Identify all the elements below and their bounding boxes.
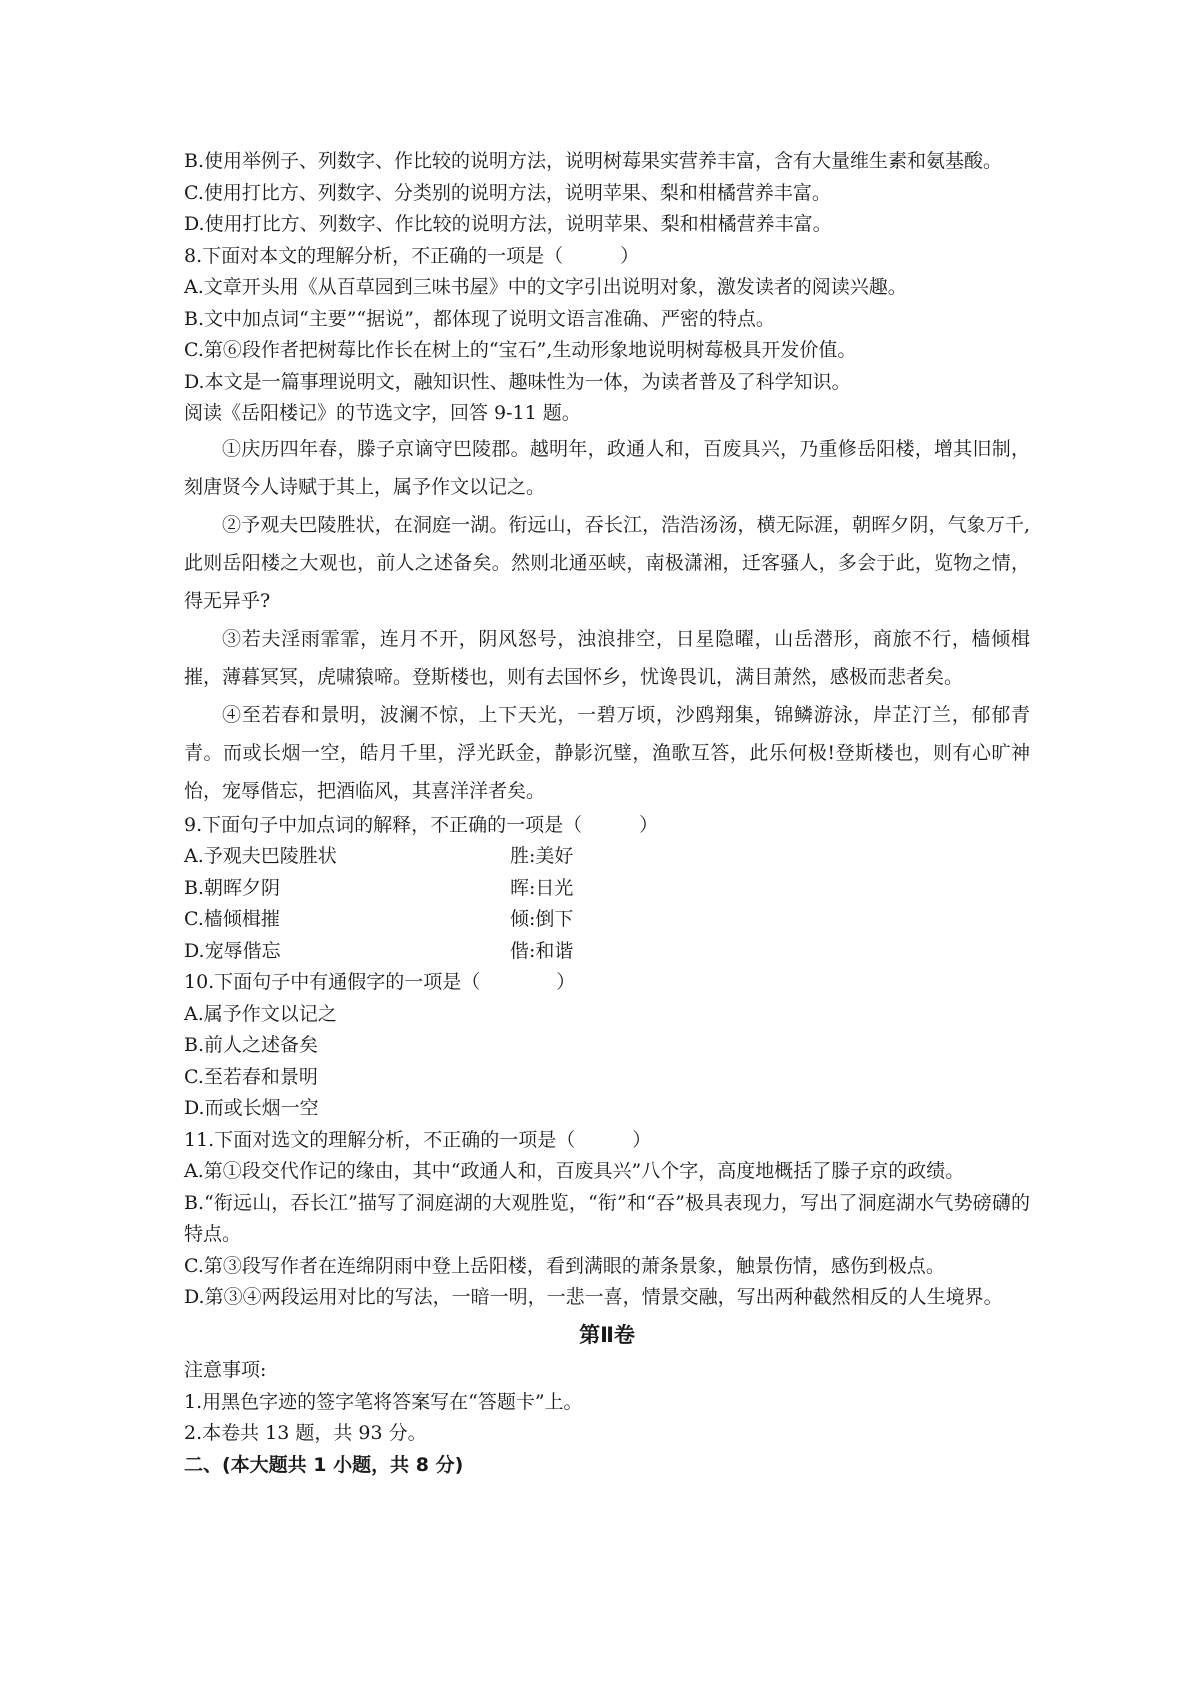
q11-option-a: A.第①段交代作记的缘由，其中“政通人和，百废具兴”八个字，高度地概括了滕子京的政绩。: [184, 1160, 965, 1182]
q10-stem: 10.下面句子中有通假字的一项是（ ）: [184, 971, 576, 993]
q9-option-b: [184, 873, 1030, 905]
passage-paragraph-4: ④至若春和景明，波澜不惊，上下天光，一碧万顷，沙鸥翔集，锦鳞游泳，岸芷汀兰，郁郁青青。而或长烟一空，皓月千里，浮光跃金，静影沉璧，渔歌互答，此乐何极!登斯楼也，则有心旷神怡，宠辱偕忘，把酒临风，其喜洋洋者矣。: [184, 703, 1030, 802]
note-item-2: 2.本卷共 13 题，共 93 分。: [184, 1422, 427, 1444]
q9-option-a: [184, 841, 1030, 873]
q11-option-b: B.“衔远山，吞长江”描写了洞庭湖的大观胜览，“衔”和“吞”极具表现力，写出了洞庭湖水气势磅礴的特点。: [184, 1191, 1030, 1245]
q10-option-d: D.而或长烟一空: [184, 1097, 319, 1119]
q8-option-d: D.本文是一篇事理说明文，融知识性、趣味性为一体，为读者普及了科学知识。: [184, 370, 851, 393]
q11-option-c: C.第③段写作者在连绵阴雨中登上岳阳楼，看到满眼的萧条景象，触景伤情，感伤到极点。: [184, 1254, 945, 1277]
q7-option-c: C.使用打比方、列数字、分类别的说明方法，说明苹果、梨和柑橘营养丰富。: [184, 181, 831, 204]
q8-option-b: B.文中加点词“主要”“据说”，都体现了说明文语言准确、严密的特点。: [184, 307, 775, 330]
note-item-1: 1.用黑色字迹的签字笔将答案写在“答题卡”上。: [184, 1390, 583, 1413]
q9-option-c-sentence: C.樯倾楫摧: [184, 908, 280, 930]
passage: [184, 430, 1030, 810]
q9-option-b-sentence: B.朝晖夕阴: [184, 876, 281, 899]
q9-option-c: [184, 904, 1030, 936]
q7-option-d: D.使用打比方、列数字、作比较的说明方法，说明苹果、梨和柑橘营养丰富。: [184, 213, 832, 235]
passage-paragraph-1: ①庆历四年春，滕子京谪守巴陵郡。越明年，政通人和，百废具兴，乃重修岳阳楼，增其旧制，刻唐贤今人诗赋于其上，属予作文以记之。: [184, 437, 1030, 498]
q9-option-c-meaning: 倾:倒下: [510, 908, 574, 930]
q9-option-d-sentence: D.宠辱偕忘: [184, 939, 281, 962]
passage-paragraph-2: ②予观夫巴陵胜状，在洞庭一湖。衔远山，吞长江，浩浩汤汤，横无际涯，朝晖夕阴，气象万千,此则岳阳楼之大观也，前人之述备矣。然则北通巫峡，南极潇湘，迁客骚人，多会于此，览物之情，得无异乎?: [184, 513, 1030, 612]
exam-page: [184, 146, 1030, 1481]
q9-stem: 9.下面句子中加点词的解释，不正确的一项是（ ）: [184, 813, 659, 836]
q11-option-d: D.第③④两段运用对比的写法，一暗一明，一悲一喜，情景交融，写出两种截然相反的人生境界。: [184, 1286, 1003, 1308]
q10-option-c: C.至若春和景明: [184, 1065, 318, 1088]
q7-option-b: B.使用举例子、列数字、作比较的说明方法，说明树莓果实营养丰富，含有大量维生素和氨基酸。: [184, 150, 1003, 172]
reading-intro: 阅读《岳阳楼记》的节选文字，回答 9-11 题。: [184, 402, 581, 424]
q9-option-d-meaning: 偕:和谐: [510, 939, 574, 962]
q10-option-a: A.属予作文以记之: [184, 1002, 337, 1025]
part-heading: 二、(本大题共 1 小题，共 8 分): [184, 1453, 464, 1476]
q9-option-d: [184, 936, 1030, 968]
q9-option-a-sentence: A.予观夫巴陵胜状: [184, 845, 337, 867]
q9-option-a-meaning: 胜:美好: [510, 845, 574, 867]
q10-option-b: B.前人之述备矣: [184, 1034, 319, 1056]
section-title: 第Ⅱ卷: [579, 1322, 635, 1347]
q8-stem: 8.下面对本文的理解分析，不正确的一项是（ ）: [184, 244, 640, 267]
q8-option-c: C.第⑥段作者把树莓比作长在树上的“宝石”,生动形象地说明树莓极具开发价值。: [184, 339, 857, 361]
notes-heading: 注意事项:: [184, 1359, 267, 1381]
q8-option-a: A.文章开头用《从百草园到三味书屋》中的文字引出说明对象，激发读者的阅读兴趣。: [184, 276, 907, 298]
q11-stem: 11.下面对选文的理解分析，不正确的一项是（ ）: [184, 1128, 652, 1151]
passage-paragraph-3: ③若夫淫雨霏霏，连月不开，阴风怒号，浊浪排空，日星隐曜，山岳潜形，商旅不行，樯倾楫摧，薄暮冥冥，虎啸猿啼。登斯楼也，则有去国怀乡，忧谗畏讥，满目萧然，感极而悲者矣。: [184, 627, 1030, 688]
q9-option-b-meaning: 晖:日光: [510, 876, 574, 899]
